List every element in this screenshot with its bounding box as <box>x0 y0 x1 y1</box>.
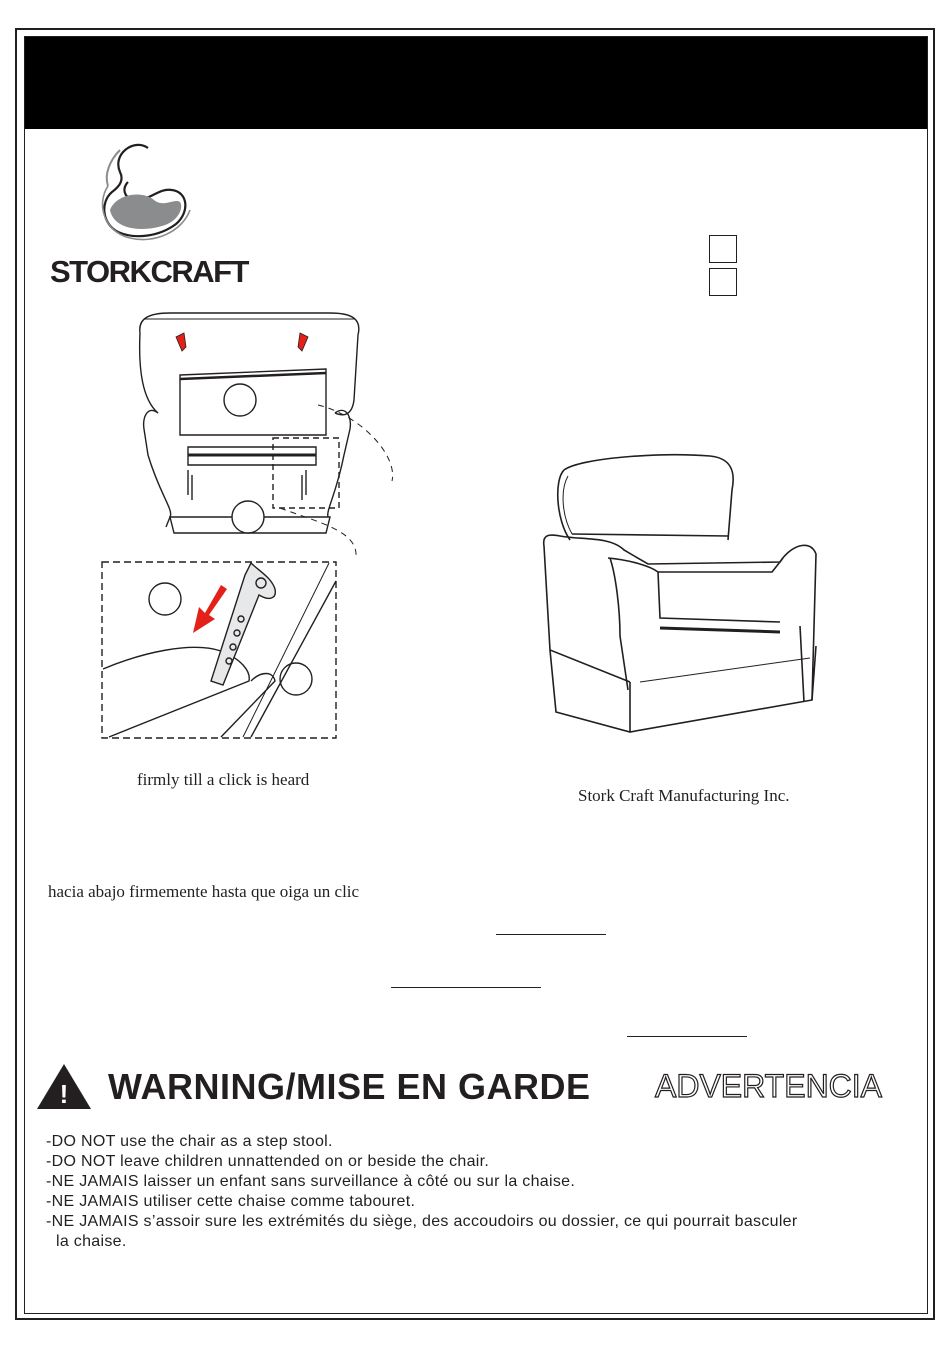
underline-rule-2 <box>391 987 541 988</box>
manufacturer-name: Stork Craft Manufacturing Inc. <box>578 786 790 805</box>
bracket-detail-illustration <box>101 561 337 739</box>
warning-item-text: -NE JAMAIS s’assoir sure les extrémités du siège, des accoudoirs ou dossier, ce qui pourrait basculer <box>46 1213 798 1230</box>
stork-emblem-icon <box>50 140 250 250</box>
warning-item-continuation: la chaise. <box>56 1233 127 1250</box>
warning-title: WARNING/MISE EN GARDE <box>108 1066 591 1107</box>
underline-rule-1 <box>496 934 606 935</box>
warning-symbol: ! <box>59 1079 69 1109</box>
checkbox-1 <box>709 235 737 263</box>
warning-item: -DO NOT use the chair as a step stool. <box>46 1133 333 1150</box>
warning-item <box>46 1212 916 1252</box>
glider-chair-illustration <box>540 450 820 740</box>
step-caption-es: hacia abajo firmemente hasta que oiga un clic <box>48 882 360 901</box>
warning-item: -NE JAMAIS utiliser cette chaise comme tabouret. <box>46 1193 416 1210</box>
warning-title-es: ADVERTENCIA <box>655 1068 883 1104</box>
header-bar <box>25 37 927 129</box>
storkcraft-logo <box>50 140 250 290</box>
logo-wordmark: STORKCRAFT <box>50 254 248 289</box>
underline-rule-3 <box>627 1036 747 1037</box>
warning-list <box>46 1132 916 1252</box>
warning-item: -DO NOT leave children unnattended on or beside the chair. <box>46 1153 490 1170</box>
step-caption-en: firmly till a click is heard <box>137 770 310 789</box>
chair-back-assembly-illustration <box>130 305 370 545</box>
warning-item: -NE JAMAIS laisser un enfant sans surveillance à côté ou sur la chaise. <box>46 1173 576 1190</box>
warning-triangle-icon <box>36 1062 92 1110</box>
checkbox-2 <box>709 268 737 296</box>
